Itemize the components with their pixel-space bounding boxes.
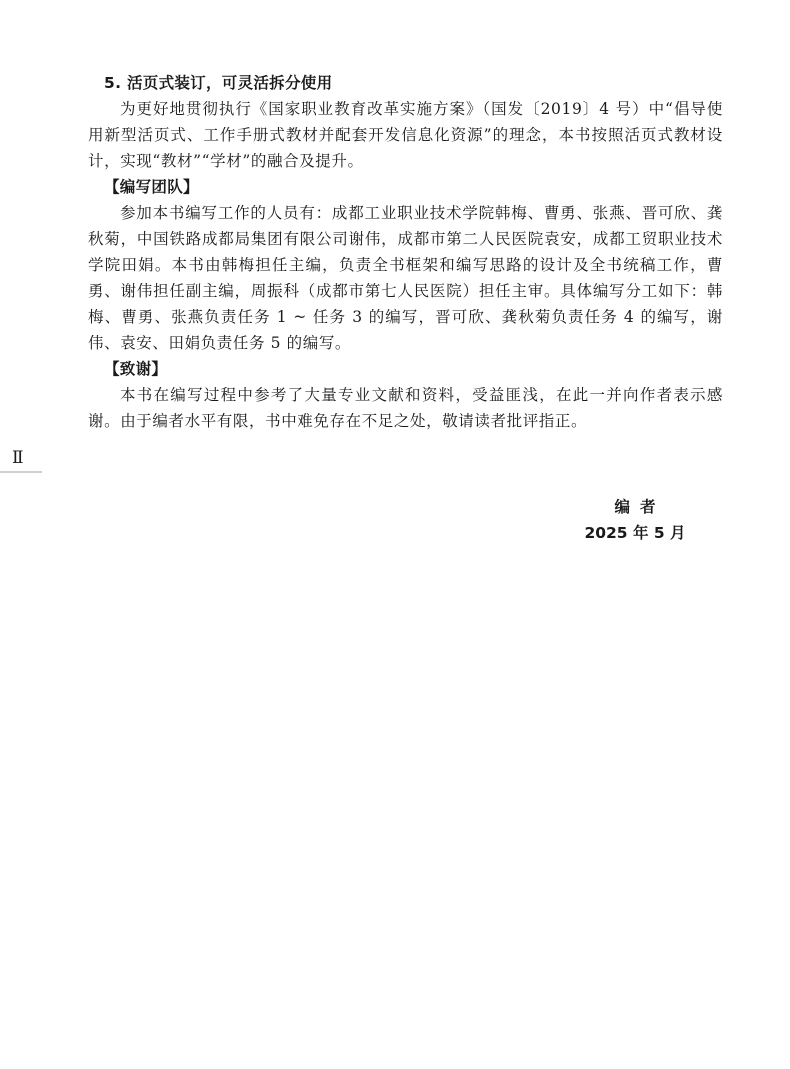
page-number: Ⅱ [12,448,25,468]
section-heading-thanks: 【致谢】 [104,360,168,378]
signature-author: 编者 [614,498,666,516]
section-paragraph-team: 参加本书编写工作的人员有：成都工业职业技术学院韩梅、曹勇、张燕、晋可欣、龚秋菊，中国铁路成都局集团有限公司谢伟，成都市第二人民医院袁安，成都工贸职业技术学院田娟。本书由韩梅担任主编，负责全书框架和编写思路的设计及全书统稿工作，曹勇、谢伟担任副主编，周振科（成都市第七人民医院）担任主审。具体编写分工如下：韩梅、曹勇、张燕负责任务 1 ~ 任务 3 的编写，晋可欣、龚秋菊负责任务 4 的编写，谢伟、袁安、田娟负责任务 5 的编写。 [88,204,723,352]
section-paragraph-thanks: 本书在编写过程中参考了大量专业文献和资料，受益匪浅，在此一并向作者表示感谢。由于编者水平有限，书中难免存在不足之处，敬请读者批评指正。 [88,386,723,430]
signature-date: 2025 年 5 月 [584,524,686,542]
section-binding [88,70,723,174]
section-heading-binding: 5. 活页式装订，可灵活拆分使用 [104,74,333,92]
section-paragraph-binding: 为更好地贯彻执行《国家职业教育改革实施方案》（国发〔2019〕4 号）中“倡导使用新型活页式、工作手册式教材并配套开发信息化资源”的理念，本书按照活页式教材设计，实现“教材”“学材”的融合及提升。 [88,100,723,170]
section-heading-team: 【编写团队】 [104,178,199,196]
section-team [88,174,723,356]
document-body [88,70,723,434]
section-thanks [88,356,723,434]
signature-block [560,494,710,546]
page-number-underline [0,471,42,473]
